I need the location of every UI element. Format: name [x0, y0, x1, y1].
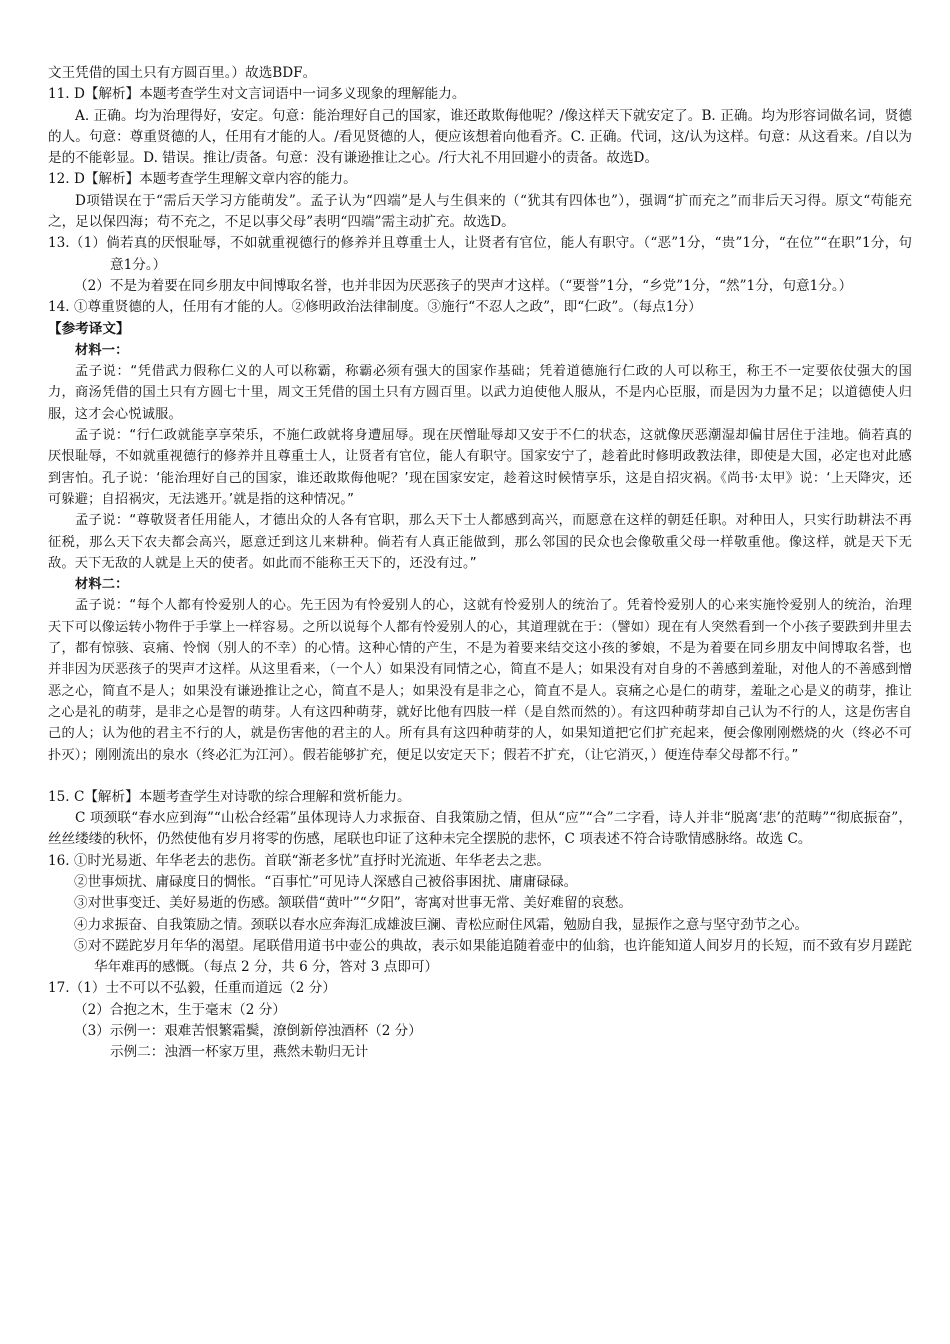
answer-16-point5: ⑤对不蹉跎岁月年华的渴望。尾联借用道书中壶公的典故，表示如果能追随着壶中的仙翁，也许能知道人间岁月的长短，而不致有岁月蹉跎华年难再的感慨。（每点 2 分，共 6 分，答对 3 点即可）	[74, 937, 912, 976]
answer-11: 11. D【解析】本题考查学生对文言词语中一词多义现象的理解能力。	[48, 86, 466, 103]
material-1-paragraph: 孟子说：“行仁政就能享享荣乐，不施仁政就将身遭屈辱。现在厌憎耻辱却又安于不仁的状态，这就像厌恶潮湿却偏甘居住于洼地。倘若真的厌恨耻辱，不如就重视德行的修养并且尊重士人，让贤者有官位，能人有职守。国家安宁了，趁着此时修明政教法律，即使是大国，必定也对此感到害怕。孔子说：‘能治理好自己的国家，谁还敢欺侮他呢？’现在国家安定，趁着这时候情享乐，这是自招灾祸。《尚书·太甲》说：‘上天降灾，还可躲避；自招祸灾，无法逃开。’就是指的这种情况。”	[48, 428, 912, 507]
text-line: 文王凭借的国土只有方圆百里。）故选BDF。	[48, 65, 317, 81]
answer-14: 14. ①尊重贤德的人，任用有才能的人。②修明政治法律制度。③施行“不忍人之政”，即“仁政”。（每点1分）	[48, 299, 702, 316]
answer-16-point4: ④力求振奋、自我策励之情。颈联以春水应奔海汇成雄波巨澜、青松应耐住风霜，勉励自我，显振作之意与坚守劲节之心。	[74, 916, 809, 933]
answer-16-point1: 16. ①时光易逝、年华老去的悲伤。首联“渐老多忧”直抒时光流逝、年华老去之悲。	[48, 852, 551, 869]
answer-15: 15. C【解析】本题考查学生对诗歌的综合理解和赏析能力。	[48, 788, 411, 805]
translation-section	[48, 340, 912, 766]
answer-17-part3-example2: 示例二：浊酒一杯家万里，燕然未勒归无计	[110, 1044, 369, 1061]
answer-11-explanation: A. 正确。均为治理得好，安定。句意：能治理好自己的国家，谁还敢欺侮他呢？/像这样天下就安定了。B. 正确。均为形容词做名词，贤德的人。句意：尊重贤德的人，任用有才能的人。/看见贤德的人，便应该想着向他看齐。C. 正确。代词，这/认为这样。句意：从这看来。/自以为是的不能彰显。D. 错误。推让/责备。句意：没有谦逊推让之心。/行大礼不用回避小的责备。故选D。	[48, 107, 912, 167]
material-1-title: 材料一：	[75, 342, 129, 358]
answer-17-part1: 17.（1）士不可以不弘毅，任重而道远（2 分）	[48, 980, 336, 997]
answer-13-part2: （2）不是为着要在同乡朋友中间博取名誉，也并非因为厌恶孩子的哭声才这样。（“要誉”1分，“乡党”1分，“然”1分，句意1分。）	[74, 277, 853, 294]
answer-17-part3: （3）示例一：艰难苦恨繁霜鬓，潦倒新停浊酒杯（2 分）	[74, 1023, 422, 1040]
spacer	[48, 766, 912, 787]
answer-16-point3: ③对世事变迁、美好易逝的伤感。颔联借“黄叶”“夕阳”，寄寓对世事无常、美好难留的哀愁。	[74, 895, 632, 912]
answer-16-point2: ②世事烦扰、庸碌度日的惆怅。“百事忙”可见诗人深感自己被俗事困扰、庸庸碌碌。	[74, 873, 578, 890]
answer-15-explanation: C 项颈联“春水应到海”“山松合经霜”虽体现诗人力求振奋、自我策励之情，但从“应”“合”二字看，诗人并非“脱离‘悲’的范畴”“彻底振奋”，丝丝缕缕的秋怀，仍然使他有岁月将零的伤感，尾联也印证了这种未完全摆脱的悲怀，C 项表述不符合诗歌情感脉络。故选 C。	[48, 810, 912, 848]
material-2-paragraph: 孟子说：“每个人都有怜爱别人的心。先王因为有怜爱别人的心，这就有怜爱别人的统治了。凭着怜爱别人的心来实施怜爱别人的统治，治理天下可以像运转小物件于手掌上一样容易。之所以说每个人都有怜爱别人的心，其道理就在于：（譬如）现在有人突然看到一个小孩子要跌到井里去了，都有惊骇、哀痛、怜悯（别人的不幸）的心情。这种心情的产生，不是为着要来结交这小孩的爹娘，不是为着要在同乡朋友中间博取名誉，也并非因为厌恶孩子的哭声才这样。从这里看来，（一个人）如果没有同情之心，简直不是人；如果没有对自身的不善感到羞耻，对他人的不善感到憎恶之心，简直不是人；如果没有谦逊推让之心，简直不是人；如果没有是非之心，简直不是人。哀痛之心是仁的萌芽，羞耻之心是义的萌芽，推让之心是礼的萌芽，是非之心是智的萌芽。人有这四种萌芽，就好比他有四肢一样（是自然而然的）。有这四种萌芽却自己认为不行的人，这是伤害自己的人；认为他的君主不行的人，就是伤害他的君主的人。所有具有这四种萌芽的人，如果知道把它们扩充起来，便会像刚刚燃烧的火（终必不可扑灭）；刚刚流出的泉水（终必汇为江河）。假若能够扩充，便足以安定天下；假若不扩充，（让它消灭，）便连侍奉父母都不行。”	[48, 598, 912, 763]
material-1-paragraph: 孟子说：“凭借武力假称仁义的人可以称霸，称霸必须有强大的国家作基础；凭着道德施行仁政的人可以称王，称王不一定要依仗强大的国力，商汤凭借的国土只有方圆七十里，周文王凭借的国土只有方圆百里。以武力迫使他人服从，不是内心臣服，而是因为力量不足；以道德使人归服，这才会心悦诚服。	[48, 364, 912, 422]
answer-12-explanation: D项错误在于“需后天学习方能萌发”。孟子认为“四端”是人与生俱来的（“犹其有四体也”），强调“扩而充之”而非后天习得。原文“苟能充之，足以保四海；苟不充之，不足以事父母”表明“四端”需主动扩充。故选D。	[48, 192, 912, 231]
answer-12: 12. D【解析】本题考查学生理解文章内容的能力。	[48, 171, 357, 188]
answer-13-part1: 13.（1）倘若真的厌恨耻辱，不如就重视德行的修养并且尊重士人，让贤者有官位，能人有职守。（“恶”1分，“贵”1分，“在位”“在职”1分，句意1分。）	[48, 235, 912, 273]
reference-translation-title: 【参考译文】	[48, 320, 130, 337]
material-1-paragraph: 孟子说：“尊敬贤者任用能人，才德出众的人各有官职，那么天下士人都感到高兴，而愿意在这样的朝廷任职。对种田人，只实行助耕法不再征税，那么天下农夫都会高兴，愿意迁到这儿来耕种。倘若有人真正能做到，那么邻国的民众也会像敬重父母一样敬重他。像这样，就是天下无敌。天下无敌的人就是上天的使者。如此而不能称王天下的，还没有过。”	[48, 513, 912, 571]
answer-17-part2: （2）合抱之木，生于毫末（2 分）	[74, 1001, 286, 1018]
material-2-title: 材料二：	[75, 577, 129, 593]
